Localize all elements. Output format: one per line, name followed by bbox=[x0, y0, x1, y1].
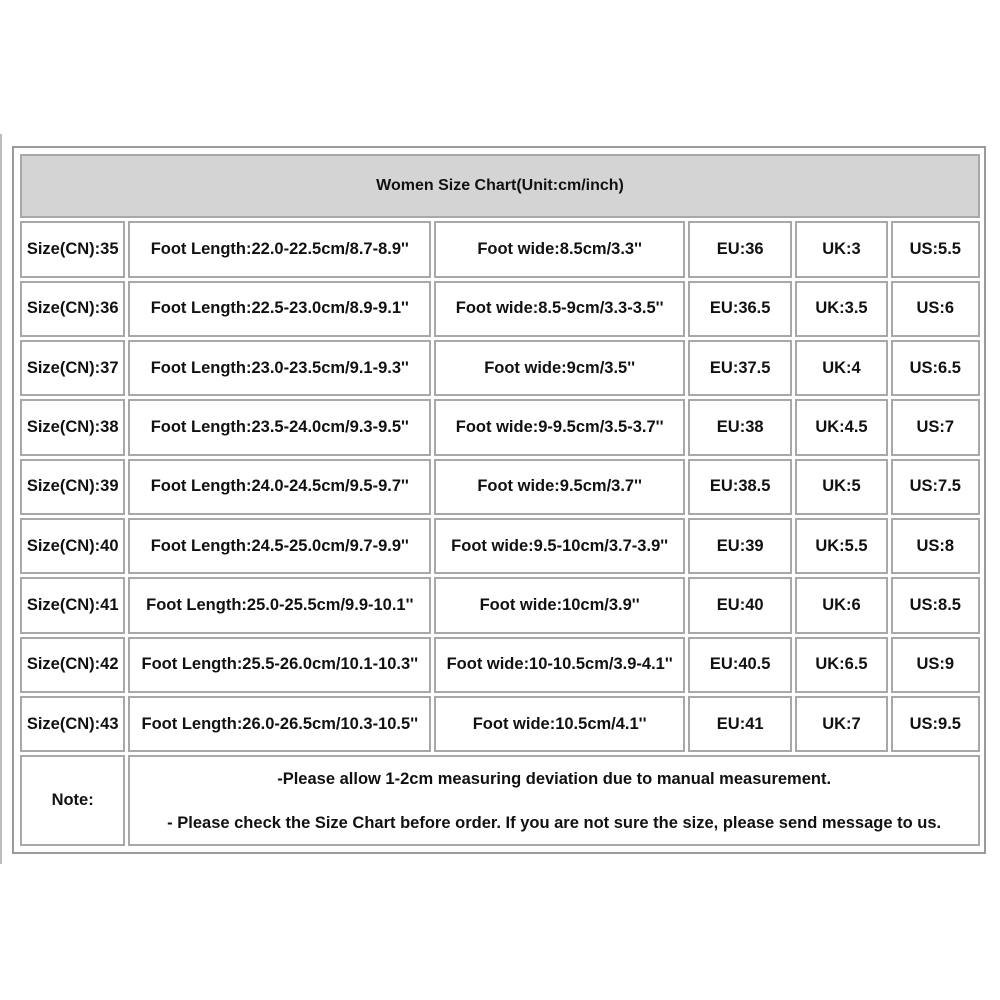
us-size-cell: US:9 bbox=[891, 637, 980, 693]
foot-length-cell: Foot Length:22.5-23.0cm/8.9-9.1'' bbox=[128, 281, 431, 337]
table-row bbox=[20, 577, 980, 633]
table-row bbox=[20, 696, 980, 752]
foot-wide-cell: Foot wide:9.5cm/3.7'' bbox=[434, 459, 685, 515]
uk-size-cell: UK:5.5 bbox=[795, 518, 887, 574]
note-row bbox=[20, 755, 980, 846]
table-row bbox=[20, 637, 980, 693]
eu-size-cell: EU:38 bbox=[688, 399, 792, 455]
foot-wide-cell: Foot wide:10-10.5cm/3.9-4.1'' bbox=[434, 637, 685, 693]
size-chart-table bbox=[17, 151, 983, 849]
us-size-cell: US:6.5 bbox=[891, 340, 980, 396]
note-measurement-deviation: -Please allow 1-2cm measuring deviation due to manual measurement. bbox=[277, 769, 832, 788]
table-row bbox=[20, 399, 980, 455]
size-cell: Size(CN):39 bbox=[20, 459, 125, 515]
eu-size-cell: EU:36 bbox=[688, 221, 792, 277]
foot-wide-cell: Foot wide:8.5cm/3.3'' bbox=[434, 221, 685, 277]
eu-size-cell: EU:40.5 bbox=[688, 637, 792, 693]
foot-wide-cell: Foot wide:9.5-10cm/3.7-3.9'' bbox=[434, 518, 685, 574]
size-cell: Size(CN):37 bbox=[20, 340, 125, 396]
foot-length-cell: Foot Length:23.0-23.5cm/9.1-9.3'' bbox=[128, 340, 431, 396]
note-check-size-chart: - Please check the Size Chart before order. If you are not sure the size, please send message to us. bbox=[167, 813, 942, 832]
foot-wide-cell: Foot wide:8.5-9cm/3.3-3.5'' bbox=[434, 281, 685, 337]
us-size-cell: US:6 bbox=[891, 281, 980, 337]
size-cell: Size(CN):41 bbox=[20, 577, 125, 633]
table-row bbox=[20, 459, 980, 515]
foot-wide-cell: Foot wide:10cm/3.9'' bbox=[434, 577, 685, 633]
eu-size-cell: EU:38.5 bbox=[688, 459, 792, 515]
uk-size-cell: UK:6 bbox=[795, 577, 887, 633]
foot-length-cell: Foot Length:24.0-24.5cm/9.5-9.7'' bbox=[128, 459, 431, 515]
foot-length-cell: Foot Length:24.5-25.0cm/9.7-9.9'' bbox=[128, 518, 431, 574]
foot-length-cell: Foot Length:23.5-24.0cm/9.3-9.5'' bbox=[128, 399, 431, 455]
size-chart-frame bbox=[12, 146, 986, 854]
foot-length-cell: Foot Length:22.0-22.5cm/8.7-8.9'' bbox=[128, 221, 431, 277]
table-row bbox=[20, 518, 980, 574]
us-size-cell: US:8.5 bbox=[891, 577, 980, 633]
size-cell: Size(CN):43 bbox=[20, 696, 125, 752]
size-cell: Size(CN):38 bbox=[20, 399, 125, 455]
size-cell: Size(CN):36 bbox=[20, 281, 125, 337]
eu-size-cell: EU:41 bbox=[688, 696, 792, 752]
us-size-cell: US:7.5 bbox=[891, 459, 980, 515]
uk-size-cell: UK:6.5 bbox=[795, 637, 887, 693]
us-size-cell: US:9.5 bbox=[891, 696, 980, 752]
uk-size-cell: UK:4 bbox=[795, 340, 887, 396]
table-row bbox=[20, 340, 980, 396]
foot-wide-cell: Foot wide:9cm/3.5'' bbox=[434, 340, 685, 396]
eu-size-cell: EU:36.5 bbox=[688, 281, 792, 337]
us-size-cell: US:7 bbox=[891, 399, 980, 455]
foot-length-cell: Foot Length:25.0-25.5cm/9.9-10.1'' bbox=[128, 577, 431, 633]
uk-size-cell: UK:5 bbox=[795, 459, 887, 515]
uk-size-cell: UK:7 bbox=[795, 696, 887, 752]
foot-length-cell: Foot Length:25.5-26.0cm/10.1-10.3'' bbox=[128, 637, 431, 693]
uk-size-cell: UK:3.5 bbox=[795, 281, 887, 337]
title-row bbox=[20, 154, 980, 218]
foot-wide-cell: Foot wide:10.5cm/4.1'' bbox=[434, 696, 685, 752]
left-border-line bbox=[0, 134, 2, 864]
size-cell: Size(CN):35 bbox=[20, 221, 125, 277]
eu-size-cell: EU:39 bbox=[688, 518, 792, 574]
table-row bbox=[20, 281, 980, 337]
eu-size-cell: EU:37.5 bbox=[688, 340, 792, 396]
eu-size-cell: EU:40 bbox=[688, 577, 792, 633]
size-cell: Size(CN):42 bbox=[20, 637, 125, 693]
foot-wide-cell: Foot wide:9-9.5cm/3.5-3.7'' bbox=[434, 399, 685, 455]
us-size-cell: US:5.5 bbox=[891, 221, 980, 277]
foot-length-cell: Foot Length:26.0-26.5cm/10.3-10.5'' bbox=[128, 696, 431, 752]
uk-size-cell: UK:4.5 bbox=[795, 399, 887, 455]
note-text bbox=[128, 755, 980, 846]
us-size-cell: US:8 bbox=[891, 518, 980, 574]
chart-title: Women Size Chart(Unit:cm/inch) bbox=[20, 154, 980, 218]
uk-size-cell: UK:3 bbox=[795, 221, 887, 277]
table-row bbox=[20, 221, 980, 277]
note-label: Note: bbox=[20, 755, 125, 846]
size-cell: Size(CN):40 bbox=[20, 518, 125, 574]
